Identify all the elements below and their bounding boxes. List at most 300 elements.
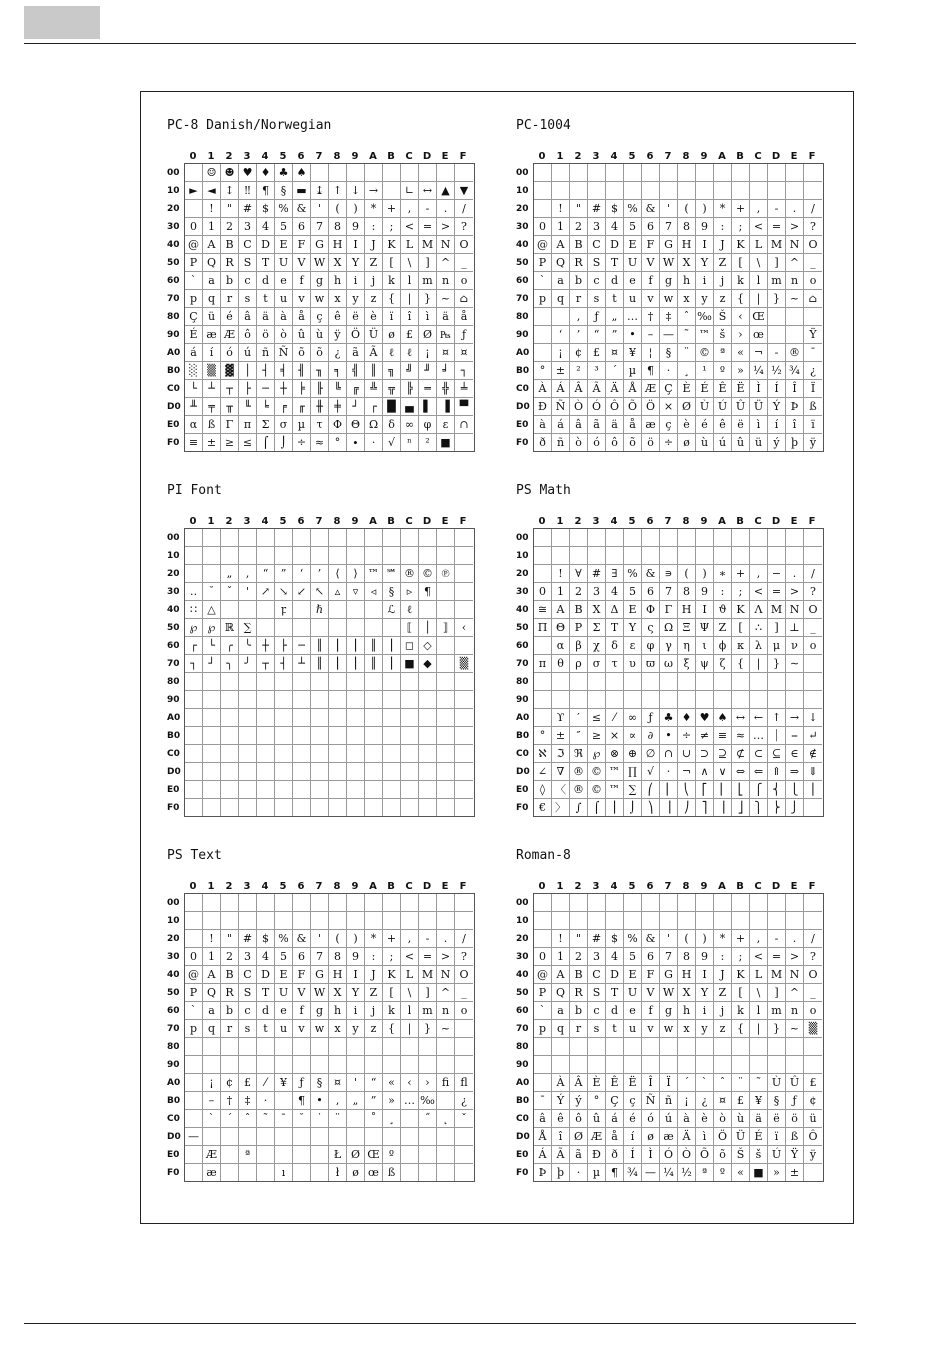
glyph-cell: ¢ bbox=[570, 344, 588, 362]
glyph-cell bbox=[642, 894, 660, 912]
glyph-cell bbox=[383, 799, 401, 817]
glyph-cell bbox=[221, 1164, 239, 1182]
glyph-cell: 2 bbox=[570, 583, 588, 601]
glyph-cell: ¢ bbox=[221, 1074, 239, 1092]
glyph-cell: Ö bbox=[347, 326, 365, 344]
grid-row bbox=[185, 434, 474, 452]
row-header: 40 bbox=[167, 970, 180, 980]
glyph-cell: ¾ bbox=[624, 1164, 642, 1182]
glyph-cell: 0 bbox=[185, 948, 203, 966]
glyph-cell bbox=[365, 709, 383, 727]
glyph-cell: Ö bbox=[642, 398, 660, 416]
glyph-cell: Q bbox=[203, 254, 221, 272]
column-header: 4 bbox=[261, 151, 269, 162]
glyph-cell bbox=[732, 1056, 750, 1074]
glyph-cell: ð bbox=[534, 434, 552, 452]
glyph-cell: ⇑ bbox=[768, 763, 786, 781]
glyph-cell: V bbox=[293, 254, 311, 272]
glyph-cell: U bbox=[624, 254, 642, 272]
glyph-cell bbox=[786, 164, 804, 182]
glyph-cell: ▌ bbox=[419, 398, 437, 416]
glyph-cell: 9 bbox=[696, 948, 714, 966]
glyph-cell: B bbox=[221, 966, 239, 984]
grid-row bbox=[185, 1056, 474, 1074]
glyph-cell bbox=[293, 601, 311, 619]
glyph-cell: œ bbox=[365, 1164, 383, 1182]
row-header: 70 bbox=[167, 294, 180, 304]
glyph-cell: § bbox=[311, 1074, 329, 1092]
column-header: 0 bbox=[538, 151, 546, 162]
glyph-cell: < bbox=[750, 948, 768, 966]
glyph-cell bbox=[221, 781, 239, 799]
glyph-cell bbox=[696, 691, 714, 709]
glyph-cell: Ł bbox=[329, 1146, 347, 1164]
glyph-cell: e bbox=[275, 272, 293, 290]
glyph-cell: ÿ bbox=[804, 1146, 822, 1164]
glyph-cell: # bbox=[588, 565, 606, 583]
glyph-cell: ║ bbox=[365, 637, 383, 655]
glyph-cell: ← bbox=[750, 709, 768, 727]
glyph-cell bbox=[203, 691, 221, 709]
grid-row bbox=[534, 1164, 823, 1182]
glyph-cell: Σ bbox=[588, 619, 606, 637]
glyph-cell bbox=[401, 781, 419, 799]
glyph-cell: Ù bbox=[696, 398, 714, 416]
glyph-cell: « bbox=[732, 344, 750, 362]
glyph-cell: Œ bbox=[365, 1146, 383, 1164]
glyph-cell: ¾ bbox=[786, 362, 804, 380]
glyph-cell: ; bbox=[732, 583, 750, 601]
glyph-cell bbox=[221, 727, 239, 745]
glyph-cell: à bbox=[534, 416, 552, 434]
glyph-cell: ø bbox=[642, 1128, 660, 1146]
glyph-cell bbox=[455, 164, 473, 182]
column-header: 6 bbox=[646, 516, 654, 527]
column-header: 4 bbox=[610, 151, 618, 162]
glyph-cell: ¿ bbox=[804, 362, 822, 380]
glyph-cell: x bbox=[678, 1020, 696, 1038]
glyph-cell bbox=[786, 547, 804, 565]
glyph-cell: k bbox=[383, 1002, 401, 1020]
row-header: 50 bbox=[167, 258, 180, 268]
glyph-cell: χ bbox=[588, 637, 606, 655]
glyph-cell: · bbox=[570, 1164, 588, 1182]
glyph-cell: ⇒ bbox=[786, 763, 804, 781]
glyph-cell: ⇓ bbox=[804, 763, 822, 781]
glyph-cell bbox=[203, 673, 221, 691]
column-header: 1 bbox=[556, 151, 564, 162]
glyph-cell: v bbox=[642, 290, 660, 308]
glyph-cell bbox=[347, 912, 365, 930]
glyph-cell bbox=[552, 529, 570, 547]
glyph-cell: ç bbox=[624, 1092, 642, 1110]
glyph-cell: ª bbox=[239, 1146, 257, 1164]
grid-row bbox=[185, 200, 474, 218]
glyph-cell bbox=[401, 164, 419, 182]
glyph-cell: ° bbox=[588, 1092, 606, 1110]
glyph-cell: / bbox=[804, 565, 822, 583]
glyph-cell: i bbox=[347, 272, 365, 290]
glyph-cell bbox=[293, 547, 311, 565]
glyph-cell: Í bbox=[768, 380, 786, 398]
glyph-cell: ⎬ bbox=[768, 799, 786, 817]
glyph-cell: ¹ bbox=[696, 362, 714, 380]
glyph-cell: Ì bbox=[642, 1146, 660, 1164]
glyph-cell bbox=[329, 673, 347, 691]
glyph-cell bbox=[419, 727, 437, 745]
glyph-cell bbox=[329, 799, 347, 817]
glyph-cell bbox=[239, 912, 257, 930]
glyph-cell: Ã bbox=[588, 380, 606, 398]
glyph-cell: | bbox=[401, 290, 419, 308]
glyph-cell: δ bbox=[383, 416, 401, 434]
glyph-cell: d bbox=[606, 272, 624, 290]
row-header: 70 bbox=[167, 1024, 180, 1034]
glyph-cell: ⎮ bbox=[383, 637, 401, 655]
glyph-cell: Û bbox=[786, 1074, 804, 1092]
glyph-cell bbox=[768, 547, 786, 565]
glyph-cell bbox=[534, 547, 552, 565]
glyph-cell: ï bbox=[768, 1128, 786, 1146]
glyph-cell bbox=[804, 1164, 822, 1182]
glyph-cell: ≠ bbox=[696, 727, 714, 745]
glyph-cell bbox=[804, 691, 822, 709]
glyph-cell: ″ bbox=[570, 727, 588, 745]
glyph-cell: ò bbox=[275, 326, 293, 344]
glyph-cell: U bbox=[275, 984, 293, 1002]
row-header: E0 bbox=[516, 1150, 529, 1160]
row-header: C0 bbox=[516, 749, 529, 759]
glyph-cell: Z bbox=[714, 984, 732, 1002]
glyph-cell bbox=[750, 894, 768, 912]
glyph-cell bbox=[257, 1038, 275, 1056]
glyph-cell bbox=[383, 763, 401, 781]
column-header: 8 bbox=[333, 516, 341, 527]
glyph-cell bbox=[275, 529, 293, 547]
glyph-cell: ‚ bbox=[570, 308, 588, 326]
glyph-cell: . bbox=[437, 930, 455, 948]
glyph-cell: ı bbox=[275, 1164, 293, 1182]
glyph-cell bbox=[347, 781, 365, 799]
glyph-cell bbox=[329, 691, 347, 709]
glyph-cell: R bbox=[221, 254, 239, 272]
column-header: F bbox=[808, 881, 816, 892]
glyph-cell: b bbox=[221, 1002, 239, 1020]
glyph-cell bbox=[624, 1038, 642, 1056]
glyph-cell: ║ bbox=[365, 655, 383, 673]
glyph-cell: Ξ bbox=[678, 619, 696, 637]
glyph-cell: z bbox=[365, 1020, 383, 1038]
glyph-cell: Œ bbox=[750, 308, 768, 326]
glyph-cell: X bbox=[678, 254, 696, 272]
glyph-cell: ├ bbox=[239, 380, 257, 398]
glyph-cell: ⎮ bbox=[347, 637, 365, 655]
glyph-cell bbox=[768, 326, 786, 344]
row-header: 60 bbox=[167, 276, 180, 286]
glyph-cell: ⌠ bbox=[257, 434, 275, 452]
glyph-cell: v bbox=[293, 290, 311, 308]
column-header: 5 bbox=[628, 881, 636, 892]
column-header: C bbox=[405, 881, 413, 892]
glyph-cell: ∂ bbox=[642, 727, 660, 745]
glyph-cell: L bbox=[401, 966, 419, 984]
glyph-cell: 4 bbox=[606, 583, 624, 601]
glyph-cell: É bbox=[750, 1128, 768, 1146]
glyph-cell bbox=[185, 1110, 203, 1128]
glyph-cell bbox=[606, 1038, 624, 1056]
glyph-cell bbox=[257, 912, 275, 930]
glyph-cell: ╤ bbox=[203, 398, 221, 416]
glyph-cell: ↘ bbox=[275, 583, 293, 601]
glyph-cell: G bbox=[660, 966, 678, 984]
glyph-cell: > bbox=[786, 218, 804, 236]
glyph-cell: ╒ bbox=[275, 398, 293, 416]
glyph-cell: § bbox=[383, 583, 401, 601]
glyph-cell: + bbox=[383, 200, 401, 218]
glyph-cell: â bbox=[534, 1110, 552, 1128]
column-header: 9 bbox=[700, 151, 708, 162]
glyph-cell: ↕ bbox=[221, 182, 239, 200]
glyph-cell bbox=[588, 691, 606, 709]
column-header: 9 bbox=[351, 881, 359, 892]
glyph-cell bbox=[588, 673, 606, 691]
glyph-cell bbox=[275, 1146, 293, 1164]
row-header: 60 bbox=[516, 641, 529, 651]
glyph-cell: ╥ bbox=[221, 398, 239, 416]
row-header: 90 bbox=[516, 330, 529, 340]
glyph-cell: ║ bbox=[311, 655, 329, 673]
glyph-cell: ℘ bbox=[185, 619, 203, 637]
grid-row bbox=[185, 709, 474, 727]
column-header: C bbox=[754, 151, 762, 162]
glyph-cell bbox=[383, 1038, 401, 1056]
glyph-cell: . bbox=[786, 930, 804, 948]
glyph-cell: × bbox=[606, 727, 624, 745]
glyph-cell bbox=[678, 547, 696, 565]
glyph-cell: Y bbox=[696, 254, 714, 272]
glyph-cell bbox=[293, 763, 311, 781]
glyph-cell bbox=[714, 547, 732, 565]
glyph-cell: B bbox=[570, 236, 588, 254]
glyph-cell: 7 bbox=[311, 948, 329, 966]
glyph-cell bbox=[311, 691, 329, 709]
glyph-cell: ⎝ bbox=[678, 781, 696, 799]
glyph-cell bbox=[419, 529, 437, 547]
glyph-cell: W bbox=[660, 984, 678, 1002]
grid-row bbox=[534, 200, 823, 218]
glyph-cell bbox=[383, 619, 401, 637]
row-header: 50 bbox=[516, 988, 529, 998]
row-header: C0 bbox=[516, 384, 529, 394]
glyph-cell bbox=[185, 565, 203, 583]
glyph-cell bbox=[275, 709, 293, 727]
glyph-cell: ™ bbox=[606, 763, 624, 781]
glyph-cell: Ñ bbox=[275, 344, 293, 362]
glyph-cell bbox=[185, 727, 203, 745]
glyph-cell bbox=[257, 547, 275, 565]
row-header: 70 bbox=[516, 659, 529, 669]
glyph-cell: ] bbox=[768, 619, 786, 637]
glyph-cell: 8 bbox=[678, 948, 696, 966]
column-header: 3 bbox=[592, 151, 600, 162]
glyph-cell: ┤ bbox=[275, 655, 293, 673]
glyph-cell: — bbox=[660, 326, 678, 344]
grid-row bbox=[185, 398, 474, 416]
glyph-cell: Ð bbox=[534, 398, 552, 416]
glyph-cell bbox=[660, 1056, 678, 1074]
glyph-cell: [ bbox=[732, 619, 750, 637]
glyph-cell: W bbox=[660, 254, 678, 272]
glyph-cell: $ bbox=[606, 930, 624, 948]
glyph-cell: 2 bbox=[570, 218, 588, 236]
glyph-cell: í bbox=[624, 1128, 642, 1146]
glyph-cell: ⊃ bbox=[696, 745, 714, 763]
glyph-cell: ‡ bbox=[239, 1092, 257, 1110]
glyph-cell: ¼ bbox=[750, 362, 768, 380]
glyph-cell: k bbox=[732, 1002, 750, 1020]
glyph-cell: F bbox=[642, 966, 660, 984]
glyph-cell bbox=[185, 547, 203, 565]
glyph-cell: ‘ bbox=[552, 326, 570, 344]
glyph-cell bbox=[293, 529, 311, 547]
glyph-cell: » bbox=[768, 1164, 786, 1182]
glyph-cell bbox=[311, 164, 329, 182]
glyph-cell: £ bbox=[804, 1074, 822, 1092]
glyph-cell: ¡ bbox=[552, 344, 570, 362]
glyph-cell: Í bbox=[624, 1146, 642, 1164]
glyph-cell bbox=[455, 601, 473, 619]
glyph-cell bbox=[624, 912, 642, 930]
glyph-cell: Ç bbox=[606, 1092, 624, 1110]
glyph-cell: ▿ bbox=[347, 583, 365, 601]
glyph-cell bbox=[437, 1128, 455, 1146]
column-header: E bbox=[441, 516, 449, 527]
glyph-cell: [ bbox=[732, 254, 750, 272]
row-header: 90 bbox=[516, 1060, 529, 1070]
glyph-cell: ( bbox=[678, 930, 696, 948]
grid-row bbox=[534, 362, 823, 380]
glyph-cell: æ bbox=[203, 326, 221, 344]
glyph-cell: < bbox=[750, 218, 768, 236]
glyph-cell bbox=[203, 547, 221, 565]
glyph-cell bbox=[455, 1146, 473, 1164]
glyph-cell: _ bbox=[804, 984, 822, 1002]
glyph-cell: ┐ bbox=[185, 655, 203, 673]
glyph-cell: = bbox=[419, 948, 437, 966]
glyph-cell bbox=[642, 691, 660, 709]
grid-row bbox=[534, 380, 823, 398]
glyph-cell: ╪ bbox=[329, 398, 347, 416]
column-header: 5 bbox=[628, 151, 636, 162]
glyph-cell: ¬ bbox=[750, 344, 768, 362]
glyph-cell bbox=[732, 894, 750, 912]
glyph-cell: ≡ bbox=[185, 434, 203, 452]
glyph-cell: ? bbox=[455, 218, 473, 236]
glyph-cell: ~ bbox=[786, 1020, 804, 1038]
glyph-cell: Ñ bbox=[642, 1092, 660, 1110]
glyph-cell bbox=[624, 673, 642, 691]
glyph-cell bbox=[185, 1164, 203, 1182]
glyph-cell: φ bbox=[419, 416, 437, 434]
glyph-cell: ˇ bbox=[221, 583, 239, 601]
row-header: 80 bbox=[167, 312, 180, 322]
glyph-cell bbox=[696, 912, 714, 930]
glyph-cell: ϕ bbox=[714, 637, 732, 655]
glyph-cell: µ bbox=[588, 1164, 606, 1182]
glyph-cell bbox=[383, 164, 401, 182]
glyph-cell bbox=[311, 1056, 329, 1074]
glyph-cell: ý bbox=[570, 1092, 588, 1110]
glyph-cell bbox=[588, 547, 606, 565]
glyph-cell: Û bbox=[732, 398, 750, 416]
row-header: 70 bbox=[516, 1024, 529, 1034]
glyph-cell: ß bbox=[786, 1128, 804, 1146]
glyph-cell: ü bbox=[804, 1110, 822, 1128]
grid-row bbox=[185, 565, 474, 583]
grid-row bbox=[534, 966, 823, 984]
glyph-cell: Ú bbox=[714, 398, 732, 416]
glyph-cell: § bbox=[660, 344, 678, 362]
row-header: 40 bbox=[516, 970, 529, 980]
glyph-cell: Ä bbox=[606, 380, 624, 398]
grid-row bbox=[534, 308, 823, 326]
glyph-cell: ; bbox=[383, 218, 401, 236]
glyph-cell bbox=[786, 1038, 804, 1056]
grid-row bbox=[185, 1002, 474, 1020]
glyph-cell: n bbox=[786, 272, 804, 290]
glyph-cell: M bbox=[419, 966, 437, 984]
row-header: B0 bbox=[167, 731, 181, 741]
glyph-cell bbox=[221, 1056, 239, 1074]
glyph-cell: ù bbox=[696, 434, 714, 452]
glyph-cell bbox=[293, 1128, 311, 1146]
glyph-cell bbox=[804, 912, 822, 930]
row-header: 30 bbox=[516, 587, 529, 597]
glyph-cell: √ bbox=[642, 763, 660, 781]
glyph-cell bbox=[552, 894, 570, 912]
glyph-cell: ♣ bbox=[660, 709, 678, 727]
glyph-cell: C bbox=[239, 236, 257, 254]
glyph-cell: u bbox=[275, 1020, 293, 1038]
glyph-cell: } bbox=[768, 655, 786, 673]
glyph-cell bbox=[804, 673, 822, 691]
glyph-cell: Ð bbox=[588, 1146, 606, 1164]
row-header: B0 bbox=[516, 1096, 530, 1106]
glyph-cell: Ç bbox=[185, 308, 203, 326]
grid-row bbox=[185, 416, 474, 434]
glyph-cell bbox=[203, 799, 221, 817]
glyph-cell bbox=[534, 637, 552, 655]
glyph-cell: f bbox=[642, 272, 660, 290]
glyph-cell bbox=[678, 1038, 696, 1056]
glyph-cell: ß bbox=[804, 398, 822, 416]
glyph-cell bbox=[624, 529, 642, 547]
glyph-cell bbox=[239, 763, 257, 781]
glyph-cell: Ã bbox=[552, 1146, 570, 1164]
glyph-cell: _ bbox=[455, 984, 473, 1002]
glyph-cell bbox=[455, 583, 473, 601]
glyph-cell bbox=[239, 799, 257, 817]
glyph-cell: t bbox=[257, 290, 275, 308]
glyph-cell: @ bbox=[185, 236, 203, 254]
glyph-cell: # bbox=[239, 930, 257, 948]
glyph-cell: g bbox=[660, 272, 678, 290]
glyph-cell: I bbox=[347, 966, 365, 984]
column-header: C bbox=[754, 881, 762, 892]
glyph-cell bbox=[239, 547, 257, 565]
grid-row bbox=[534, 601, 823, 619]
glyph-cell: ε bbox=[437, 416, 455, 434]
